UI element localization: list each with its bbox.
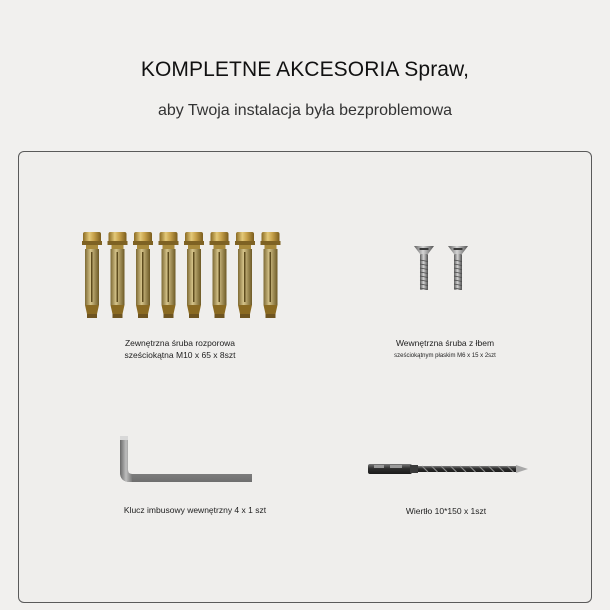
anchor-bolt	[235, 232, 255, 318]
anchor-bolt-caption	[80, 337, 280, 362]
anchor-bolt	[210, 232, 230, 318]
hex-key-icon	[116, 434, 256, 486]
screw-caption-line1: Wewnętrzna śruba z łbem	[395, 338, 495, 348]
anchor-bolt	[261, 232, 281, 318]
drill-bit-caption: Wiertło 10*150 x 1szt	[405, 506, 487, 516]
screw-caption	[345, 337, 545, 361]
anchor-bolt	[133, 232, 153, 318]
expansion-anchor-bolt-icon	[78, 228, 290, 320]
anchor-bolt-caption-line2: sześciokątna M10 x 65 x 8szt	[124, 350, 236, 361]
countersunk-screw	[448, 246, 468, 290]
anchor-bolt	[108, 232, 128, 318]
accessories-panel	[18, 151, 592, 603]
anchor-bolt	[82, 232, 102, 318]
anchor-bolt-caption-line1: Zewnętrzna śruba rozporowa	[124, 338, 236, 348]
hex-key-caption: Klucz imbusowy wewnętrzny 4 x 1 szt	[123, 505, 267, 515]
countersunk-screw	[414, 246, 434, 290]
page-subtitle: aby Twoja instalacja była bezproblemowa	[157, 102, 453, 119]
countersunk-screw-icon	[410, 244, 480, 292]
anchor-bolt	[159, 232, 179, 318]
anchor-bolt	[184, 232, 204, 318]
drill-bit-icon	[366, 458, 530, 480]
page-title: KOMPLETNE AKCESORIA Spraw,	[140, 58, 470, 81]
screw-caption-line2: sześciokątnym płaskim M6 x 15 x 2szt	[394, 353, 496, 360]
